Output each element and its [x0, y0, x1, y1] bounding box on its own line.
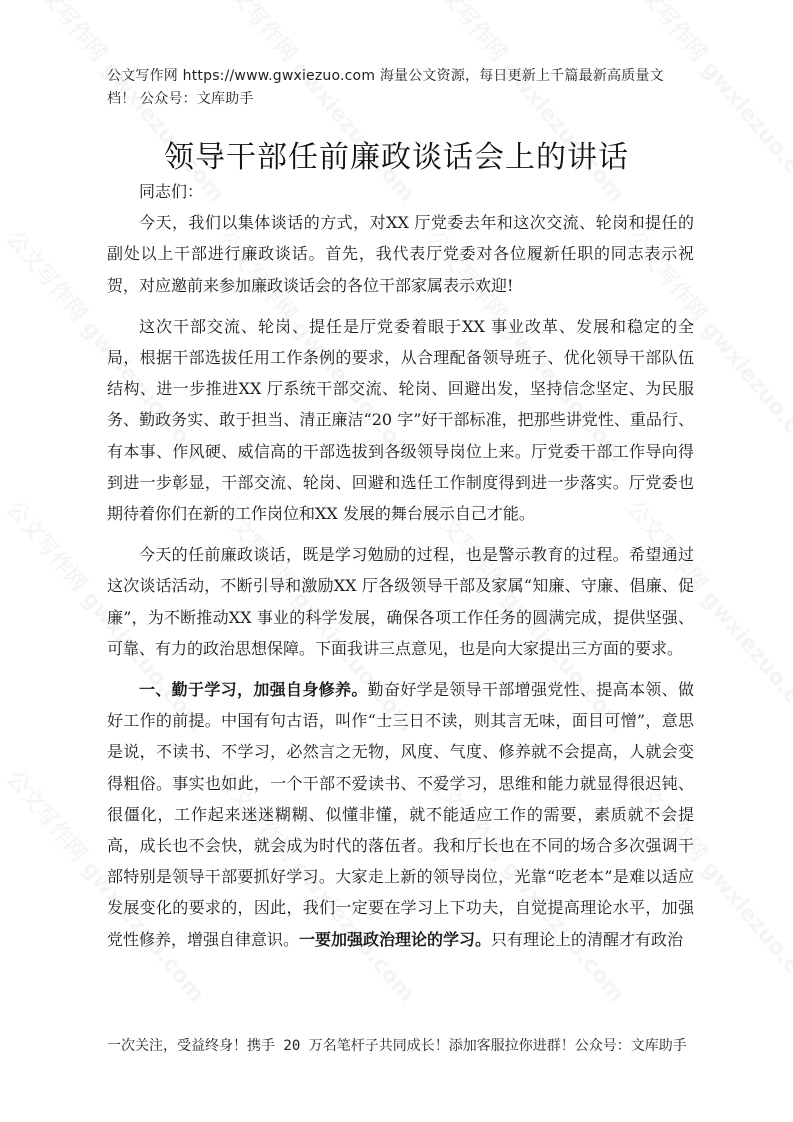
section-1-paragraph [107, 674, 694, 955]
document-body [107, 176, 694, 955]
section-1-text-continued: 只有理论上的清醒才有政治 [491, 929, 684, 949]
paragraph-2: 这次干部交流、轮岗、提任是厅党委着眼于XX 事业改革、发展和稳定的全局，根据干部选拔任用工作条例的要求，从合理配备领导班子、优化领导干部队伍结构、进一步推进XX 厅系统干部交流、轮岗、回避出发，坚持信念坚定、为民服务、勤政务实、敢于担当、清正廉洁“20 字”好干部标准，把那些讲党性、重品行、有本事、作风硬、威信高的干部选拔到各级领导岗位上来。厅党委干部工作导向得到进一步彰显，干部交流、轮岗、回避和选任工作制度得到进一步落实。厅党委也期待着你们在新的工作岗位和XX 发展的舞台展示自己才能。 [107, 316, 694, 524]
page-footer: 一次关注，受益终身！携手 20 万名笔杆子共同成长！添加客服拉你进群！公众号：文库助手 [107, 1038, 687, 1054]
section-1-text: 勤奋好学是领导干部增强党性、提高本领、做好工作的前提。中国有句古语，叫作“士三日不读，则其言无味，面目可憎”，意思是说，不读书、不学习，必然言之无物，风度、气度、修养就不会提高，人就会变得粗俗。事实也如此，一个干部不爱读书、不爱学习，思维和能力就显得很迟钝、很僵化，工作起来迷迷糊糊、似懂非懂，就不能适应工作的需要，素质就不会提高，成长也不会快，就会成为时代的落伍者。我和厅长也在不同的场合多次强调干部特别是领导干部要抓好学习。大家走上新的领导岗位，光靠“吃老本”是难以适应发展变化的要求的，因此，我们一定要在学习上下功夫，自觉提高理论水平，加强党性修养，增强自律意识。 [107, 680, 694, 949]
paragraph-1: 今天，我们以集体谈话的方式，对XX 厅党委去年和这次交流、轮岗和提任的副处以上干部进行廉政谈话。首先，我代表厅党委对各位履新任职的同志表示祝贺，对应邀前来参加廉政谈话会的各位干部家属表示欢迎! [107, 213, 694, 295]
section-1-heading: 一、勤于学习，加强自身修养。 [139, 680, 368, 700]
page-header: 公文写作网 https://www.gwxiezuo.com 海量公文资源，每日更新上千篇最新高质量文档！ 公众号：文库助手 [107, 68, 664, 107]
section-1-subheading: 一要加强政治理论的学习。 [299, 929, 492, 949]
paragraph-3: 今天的任前廉政谈话，既是学习勉励的过程，也是警示教育的过程。希望通过这次谈话活动，不断引导和激励XX 厅各级领导干部及家属“知廉、守廉、倡廉、促廉”，为不断推动XX 事业的科学发展，确保各项工作任务的圆满完成，提供坚强、可靠、有力的政治思想保障。下面我讲三点意见，也是向大家提出三方面的要求。 [107, 545, 694, 658]
salutation: 同志们： [139, 182, 204, 201]
document-title: 领导干部任前廉政谈话会上的讲话 [164, 140, 629, 175]
